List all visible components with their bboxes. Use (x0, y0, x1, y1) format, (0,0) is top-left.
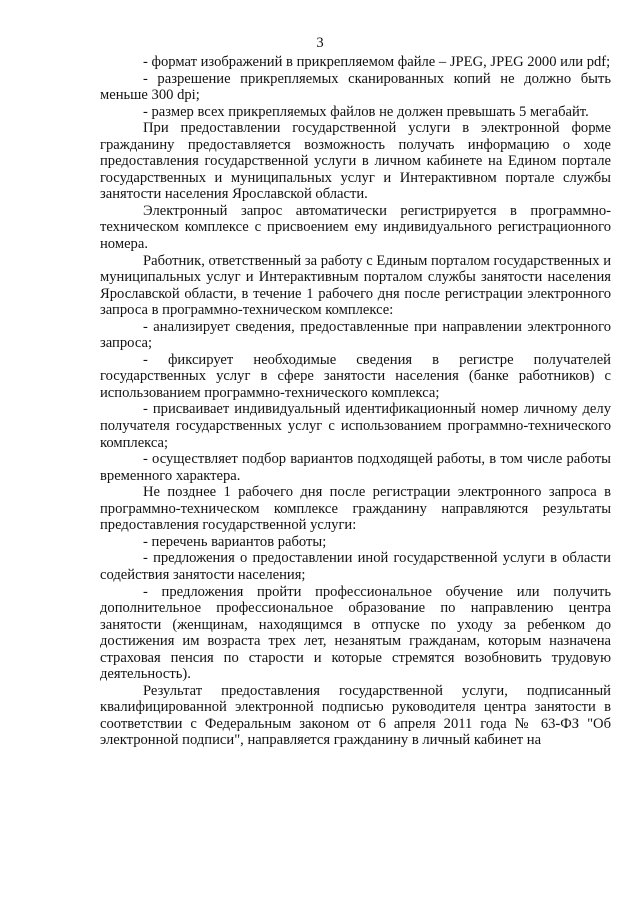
document-body (100, 54, 611, 749)
paragraph-resolution-requirement: - разрешение прикрепляемых сканированных копий не должно быть меньше 300 dpi; (100, 70, 611, 104)
paragraph-auto-registration: Электронный запрос автоматически регистрируется в программно-техническом комплексе с присвоением ему индивидуального регистрационного номера. (100, 202, 611, 253)
list-item-other-service: - предложения о предоставлении иной государственной услуги в области содействия занятости населения; (100, 550, 611, 583)
list-item-job-list: - перечень вариантов работы; (143, 533, 327, 550)
list-item-record: - фиксирует необходимые сведения в регистре получателей государственных услуг в сфере занятости населения (банке работников) с использованием программно-технического комплекса; (100, 351, 611, 401)
list-item-training: - предложения пройти профессиональное обучение или получить дополнительное профессиональное образование по направлению центра занятости (женщинам, находящимся в отпуске по уходу за ребенком до достижения им возраста трех лет, незанятым гражданам, которым назначена страховая пенсия по старости и которые стремятся возобновить трудовую деятельность). (100, 583, 611, 683)
paragraph-employee-duties: Работник, ответственный за работу с Единым порталом государственных и муниципальных услуг и Интерактивным порталом службы занятости населения Ярославской области, в течение 1 рабочего дня после регистрации электронного запроса в программно-техническом комплексе: (100, 252, 611, 319)
list-item-assign-id: - присваивает индивидуальный идентификационный номер личному делу получателя государственных услуг с использованием программно-технического комплекса; (100, 401, 611, 451)
paragraph-format-requirement: - формат изображений в прикрепляемом файле – JPEG, JPEG 2000 или pdf; (143, 54, 611, 70)
list-item-job-selection: - осуществляет подбор вариантов подходящей работы, в том числе работы временного характера. (100, 451, 611, 484)
paragraph-size-requirement: - размер всех прикрепляемых файлов не должен превышать 5 мегабайт. (143, 103, 589, 120)
list-item-analyze: - анализирует сведения, предоставленные при направлении электронного запроса; (100, 318, 611, 352)
paragraph-signed-result: Результат предоставления государственной услуги, подписанный квалифицированной электронной подписью руководителя центра занятости в соответствии с Федеральным законом от 6 апреля 2011 года № 63-ФЗ "Об электронной подписи", направляется гражданину в личный кабинет на (100, 682, 611, 749)
paragraph-status-tracking: При предоставлении государственной услуги в электронной форме гражданину предоставляется возможность получать информацию о ходе предоставления государственной услуги в личном кабинете на Едином портале государственных и муниципальных услуг и Интерактивном портале службы занятости населения Ярославской области. (100, 120, 611, 203)
page-number: 3 (316, 35, 324, 51)
paragraph-results-sent: Не позднее 1 рабочего дня после регистрации электронного запроса в программно-техническом комплексе гражданину направляются результаты предоставления государственной услуги: (100, 484, 611, 534)
